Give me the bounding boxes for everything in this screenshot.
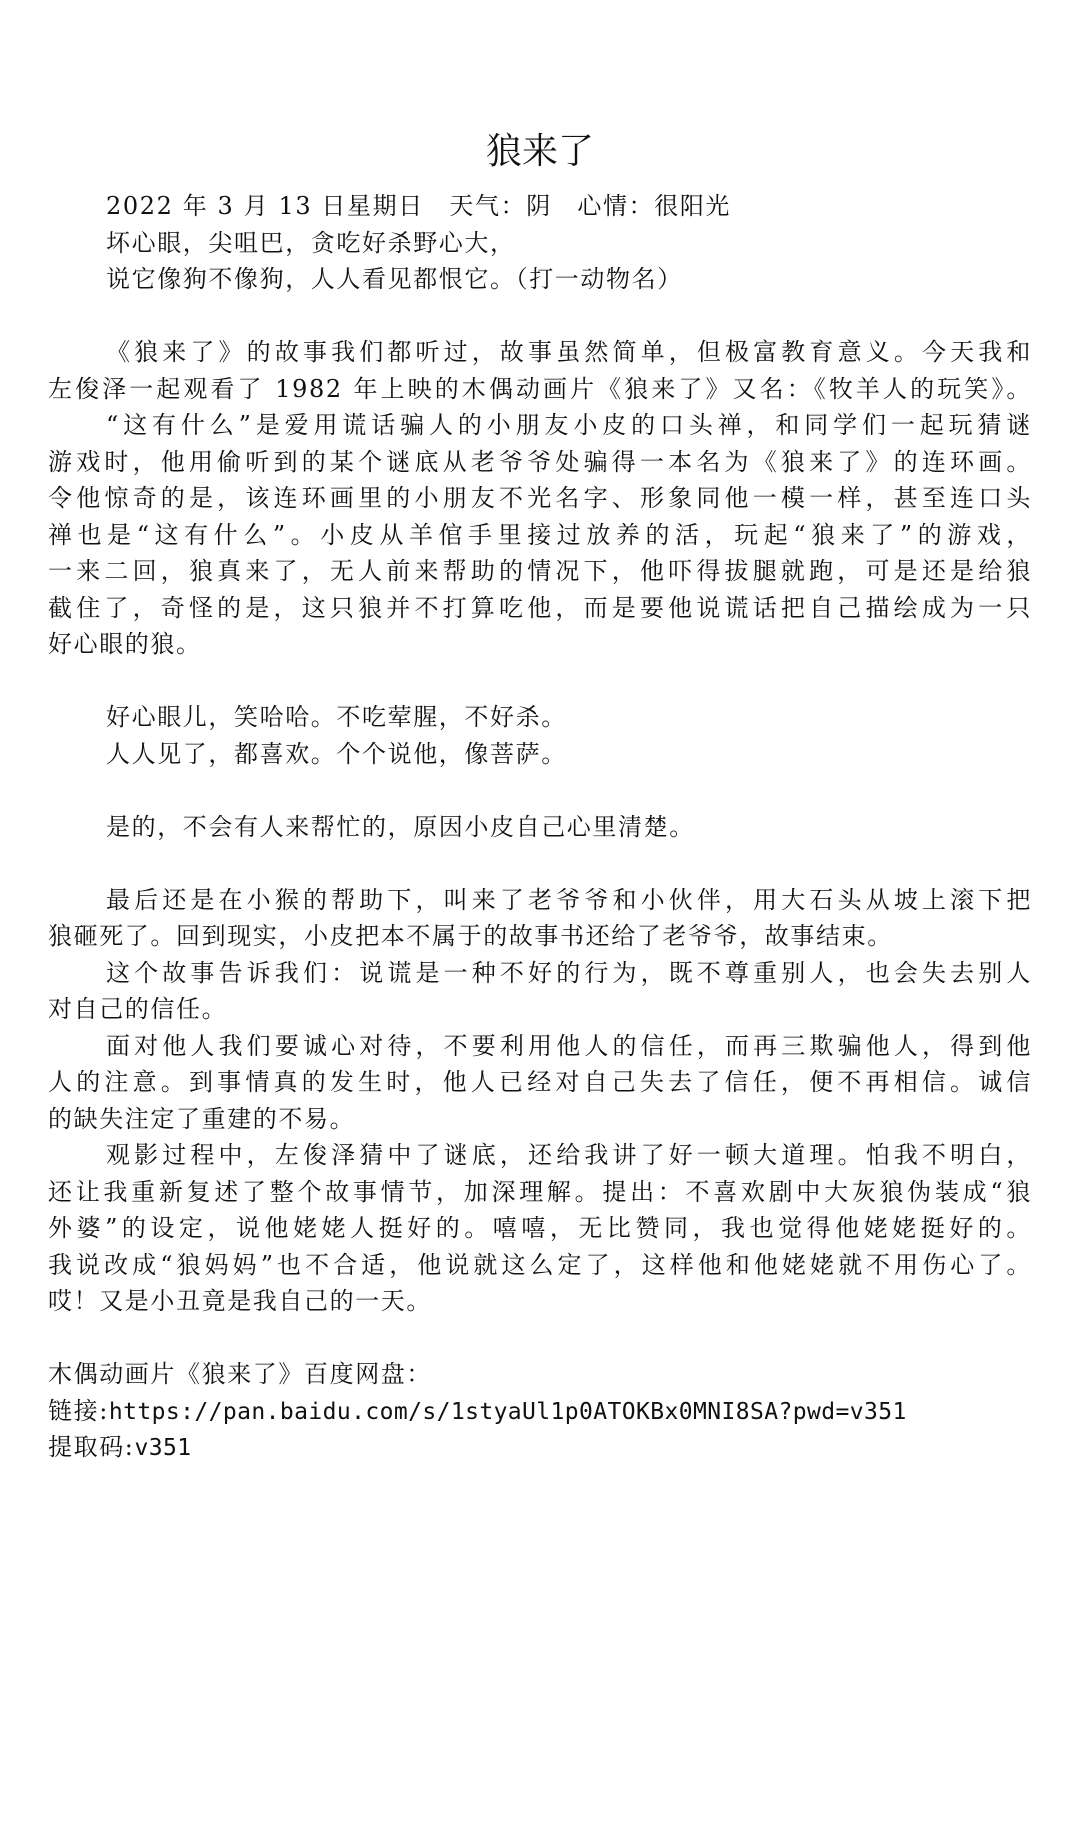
extraction-code: v351 [134,1435,192,1461]
paragraph-line: 左俊泽一起观看了 1982 年上映的木偶动画片《狼来了》又名：《牧羊人的玩笑》。 [48,374,1032,403]
date-weather-line: 2022 年 3 月 13 日星期日 天气：阴 心情：很阳光 [106,192,732,220]
paragraph-line: 《狼来了》的故事我们都听过，故事虽然简单，但极富教育意义。今天我和 [106,338,1032,366]
code-label: 提取码: [48,1433,135,1461]
paragraph-line: 一来二回，狼真来了，无人前来帮助的情况下，他吓得拔腿就跑，可是还是给狼 [48,557,1032,585]
paragraph-line: 人的注意。到事情真的发生时，他人已经对自己失去了信任，便不再相信。诚信 [48,1068,1032,1096]
paragraph-line: 还让我重新复述了整个故事情节，加深理解。提出：不喜欢剧中大灰狼伪装成“狼 [48,1177,1032,1206]
poem-line-1: 好心眼儿，笑哈哈。不吃荤腥，不好杀。 [106,703,567,731]
spacer [48,1320,1032,1357]
paragraph-line: 游戏时，他用偷听到的某个谜底从老爷爷处骗得一本名为《狼来了》的连环画。 [48,447,1032,476]
paragraph-line: 截住了，奇怪的是，这只狼并不打算吃他，而是要他说谎话把自己描绘成为一只 [48,593,1032,622]
riddle-line-2: 说它像狗不像狗，人人看见都恨它。（打一动物名） [106,265,683,293]
paragraph-line: 狼砸死了。回到现实，小皮把本不属于的故事书还给了老爷爷，故事结束。 [48,922,893,950]
paragraph-line: 最后还是在小猴的帮助下，叫来了老爷爷和小伙伴，用大石头从坡上滚下把 [106,885,1032,914]
spacer [48,845,1032,882]
page-title: 狼来了 [485,131,594,172]
paragraph-line: 禅也是“这有什么”。小皮从羊倌手里接过放养的活，玩起“狼来了”的游戏， [48,520,1032,549]
paragraph-line: 的缺失注定了重建的不易。 [48,1104,356,1133]
paragraph-line: “这有什么”是爱用谎话骗人的小朋友小皮的口头禅，和同学们一起玩猜谜 [106,411,1032,439]
paragraph-story [48,407,1032,663]
paragraph-reflection: 是的，不会有人来帮忙的，原因小皮自己心里清楚。 [106,812,695,841]
paragraph-line: 对自己的信任。 [48,995,228,1023]
paragraph-viewing [48,1137,1032,1320]
resource-code-line [48,1429,1032,1466]
poem-block [48,699,1032,772]
paragraph-line: 令他惊奇的是，该连环画里的小朋友不光名字、形象同他一模一样，甚至连口头 [48,484,1032,512]
paragraph-line: 这个故事告诉我们：说谎是一种不好的行为，既不尊重别人，也会失去别人 [106,958,1032,987]
spacer [48,663,1032,700]
share-link[interactable]: https://pan.baidu.com/s/1styaUl1p0ATOKBx0MNI8SA?pwd=v351 [108,1398,907,1425]
paragraph-trust [48,1028,1032,1138]
paragraph-line: 观影过程中，左俊泽猜中了谜底，还给我讲了好一顿大道理。怕我不明白， [106,1141,1032,1169]
paragraph-moral [48,955,1032,1028]
resource-heading: 木偶动画片《狼来了》百度网盘： [48,1360,432,1388]
paragraph-line: 好心眼的狼。 [48,630,202,658]
resource-block [48,1356,1032,1466]
poem-line-2: 人人见了，都喜欢。个个说他，像菩萨。 [106,739,567,768]
spacer [48,772,1032,809]
paragraph-ending [48,882,1032,955]
link-label: 链接: [48,1396,109,1425]
spacer [48,298,1032,335]
paragraph-intro [48,334,1032,407]
document-body [48,188,1032,1466]
paragraph-line: 外婆”的设定，说他姥姥人挺好的。嘻嘻，无比赞同，我也觉得他姥姥挺好的。 [48,1214,1032,1242]
paragraph-line: 哎！又是小丑竟是我自己的一天。 [48,1287,432,1315]
resource-link-line [48,1393,1032,1430]
riddle-line-1: 坏心眼，尖咀巴，贪吃好杀野心大， [106,228,516,257]
paragraph-line: 我说改成“狼妈妈”也不合适，他说就这么定了，这样他和他姥姥就不用伤心了。 [48,1250,1032,1279]
paragraph-line: 面对他人我们要诚心对待，不要利用他人的信任，而再三欺骗他人，得到他 [106,1031,1032,1060]
